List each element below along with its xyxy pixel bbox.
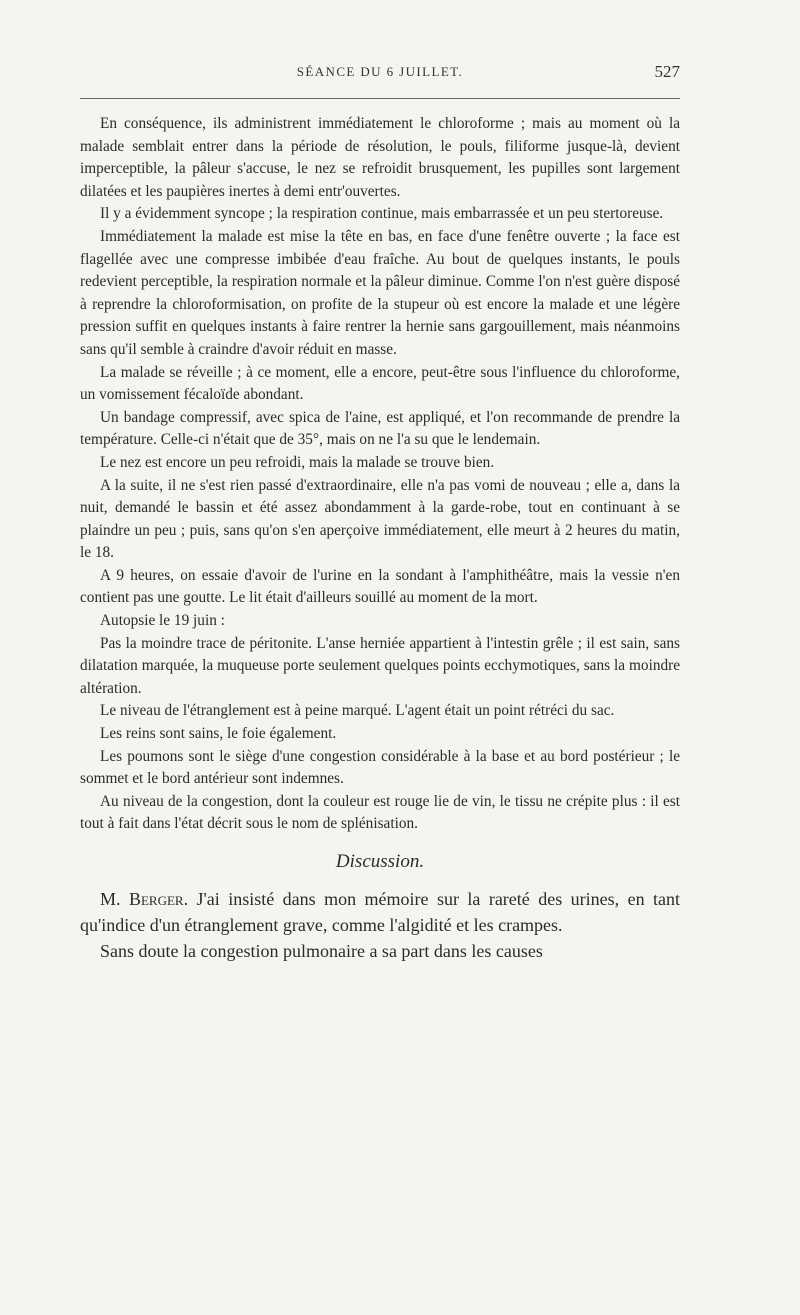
paragraph: Il y a évidemment syncope ; la respiration continue, mais embarrassée et un peu stertoreuse. [100,205,664,223]
paragraph: Les poumons sont le siège d'une congestion considérable à la base et au bord postérieur ; le sommet et le bord antérieur sont indemnes. [80,747,680,788]
paragraph: Le niveau de l'étranglement est à peine marqué. L'agent était un point rétréci du sac. [100,702,615,720]
paragraph: Les reins sont sains, le foie également. [100,725,337,743]
paragraph: Un bandage compressif, avec spica de l'aine, est appliqué, et l'on recommande de prendre la température. Celle-ci n'était que de 35°, mais on ne l'a su que le lendemain. [80,408,680,449]
paragraph: Pas la moindre trace de péritonite. L'anse herniée appartient à l'intestin grêle ; il est sain, sans dilatation marquée, la muqueuse porte seulement quelques points ecchymotiques, sans la moindre altération. [80,634,680,697]
speech-paragraph-continued: Sans doute la congestion pulmonaire a sa part dans les causes [100,941,543,961]
speech-paragraph [80,886,680,938]
speaker-name: M. Berger. [100,889,189,909]
paragraph: En conséquence, ils administrent immédiatement le chloroforme ; mais au moment où la malade semblait entrer dans la période de résolution, le pouls, filiforme jusque-là, devient imperceptible, la pâleur s'accuse, le nez se refroidit brusquement, les pupilles sont largement dilatées et les paupières inertes à demi entr'ouvertes. [80,115,680,200]
running-head: SÉANCE DU 6 JUILLET. [296,64,464,79]
speech-text: J'ai insisté dans mon mémoire sur la rareté des urines, en tant qu'indice d'un étranglement grave, comme l'algidité et les crampes. [80,889,681,935]
paragraph: Le nez est encore un peu refroidi, mais la malade se trouve bien. [100,453,495,471]
paragraph: Autopsie le 19 juin : [100,612,225,630]
page-header [80,64,680,88]
paragraph: A la suite, il ne s'est rien passé d'extraordinaire, elle n'a pas vomi de nouveau ; elle a, dans la nuit, demandé le bassin et été assez abondamment à la garde-robe, tout en continuant à se plaindre un peu ; puis, sans qu'on s'en aperçoive immédiatement, elle meurt à 2 heures du matin, le 18. [80,476,680,562]
paragraph: Au niveau de la congestion, dont la couleur est rouge lie de vin, le tissu ne crépite plus : il est tout à fait dans l'état décrit sous le nom de splénisation. [80,792,680,833]
paragraph: A 9 heures, on essaie d'avoir de l'urine en la sondant à l'amphithéâtre, mais la vessie n'en contient pas une goutte. Le lit était d'ailleurs souillé au moment de la mort. [80,566,680,607]
discussion-section [80,886,680,964]
paragraph: La malade se réveille ; à ce moment, elle a encore, peut-être sous l'influence du chloroforme, un vomissement fécaloïde abondant. [80,363,680,404]
section-title: Discussion. [335,851,425,872]
paragraph: Immédiatement la malade est mise la tête en bas, en face d'une fenêtre ouverte ; la face est flagellée avec une compresse imbibée d'eau fraîche. Au bout de quelques instants, le pouls redevient perceptible, la respiration normale et la pâleur diminue. Comme l'on n'est guère disposé à reprendre la chloroformisation, on profite de la stupeur où est encore la malade et une légère pression suffit en quelques instants à faire rentrer la hernie sans gargouillement, mais néanmoins sans qu'il semble à craindre d'avoir réduit en masse. [80,227,680,358]
body-text [80,113,680,964]
page-number: 527 [654,62,680,81]
header-divider [80,98,680,99]
